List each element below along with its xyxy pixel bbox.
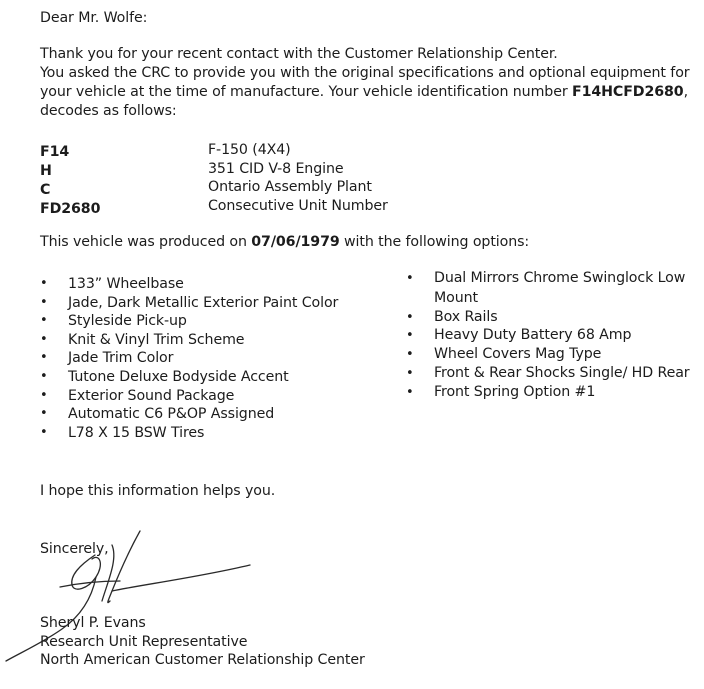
closing-salutation: Sincerely, [40, 541, 109, 557]
greeting: Dear Mr. Wolfe: [40, 10, 148, 26]
list-item: • Automatic C6 P&OP Assigned [40, 405, 338, 424]
decode-meaning: F-150 (4X4) [208, 142, 291, 158]
list-item: Box Rails [434, 309, 498, 325]
list-item: • Knit & Vinyl Trim Scheme [40, 331, 338, 350]
list-item: Front Spring Option #1 [434, 384, 596, 400]
list-item: • Tutone Deluxe Bodyside Accent [40, 368, 338, 387]
intro-line-4: decodes as follows: [40, 103, 177, 119]
intro-line-3 [40, 84, 688, 100]
signer-title: Research Unit Representative [40, 634, 248, 650]
list-item: • Styleside Pick-up [40, 312, 338, 331]
decode-code: C [40, 182, 51, 198]
intro-line-3-end: , [683, 84, 688, 100]
bullet: • [406, 347, 414, 362]
bullet: • [406, 310, 414, 325]
production-text: This vehicle was produced on [40, 234, 252, 250]
closing-sentence: I hope this information helps you. [40, 483, 276, 499]
decode-code: FD2680 [40, 201, 101, 217]
bullet: • [406, 271, 414, 286]
list-item: Front & Rear Shocks Single/ HD Rear [434, 365, 690, 381]
list-item: Wheel Covers Mag Type [434, 346, 602, 362]
intro-line-2: You asked the CRC to provide you with the original specifications and optional equipment for [40, 65, 690, 81]
list-item: • Jade, Dark Metallic Exterior Paint Color [40, 294, 338, 313]
decode-meaning: Consecutive Unit Number [208, 198, 388, 214]
decode-code: H [40, 163, 52, 179]
decode-meaning: Ontario Assembly Plant [208, 179, 372, 195]
decode-meaning: 351 CID V-8 Engine [208, 161, 344, 177]
list-item: • Exterior Sound Package [40, 387, 338, 406]
production-line [40, 234, 529, 250]
production-text-end: with the following options: [339, 234, 530, 250]
bullet: • [406, 385, 414, 400]
signer-organization: North American Customer Relationship Center [40, 652, 365, 668]
list-item: • L78 X 15 BSW Tires [40, 424, 338, 443]
list-item: • 133” Wheelbase [40, 275, 338, 294]
intro-line-1: Thank you for your recent contact with the Customer Relationship Center. [40, 46, 558, 62]
list-item: • Jade Trim Color [40, 349, 338, 368]
vin-number: F14HCFD2680 [571, 84, 684, 100]
decode-code: F14 [40, 144, 70, 160]
options-list-left [40, 275, 338, 442]
list-item: Dual Mirrors Chrome Swinglock Low [434, 270, 686, 286]
bullet: • [406, 366, 414, 381]
intro-line-3-text: your vehicle at the time of manufacture. Your vehicle identification number [40, 84, 572, 100]
production-date: 07/06/1979 [251, 234, 340, 250]
signer-name: Sheryl P. Evans [40, 615, 146, 631]
bullet: • [406, 328, 414, 343]
list-item-continued: Mount [434, 290, 478, 306]
list-item: Heavy Duty Battery 68 Amp [434, 327, 632, 343]
